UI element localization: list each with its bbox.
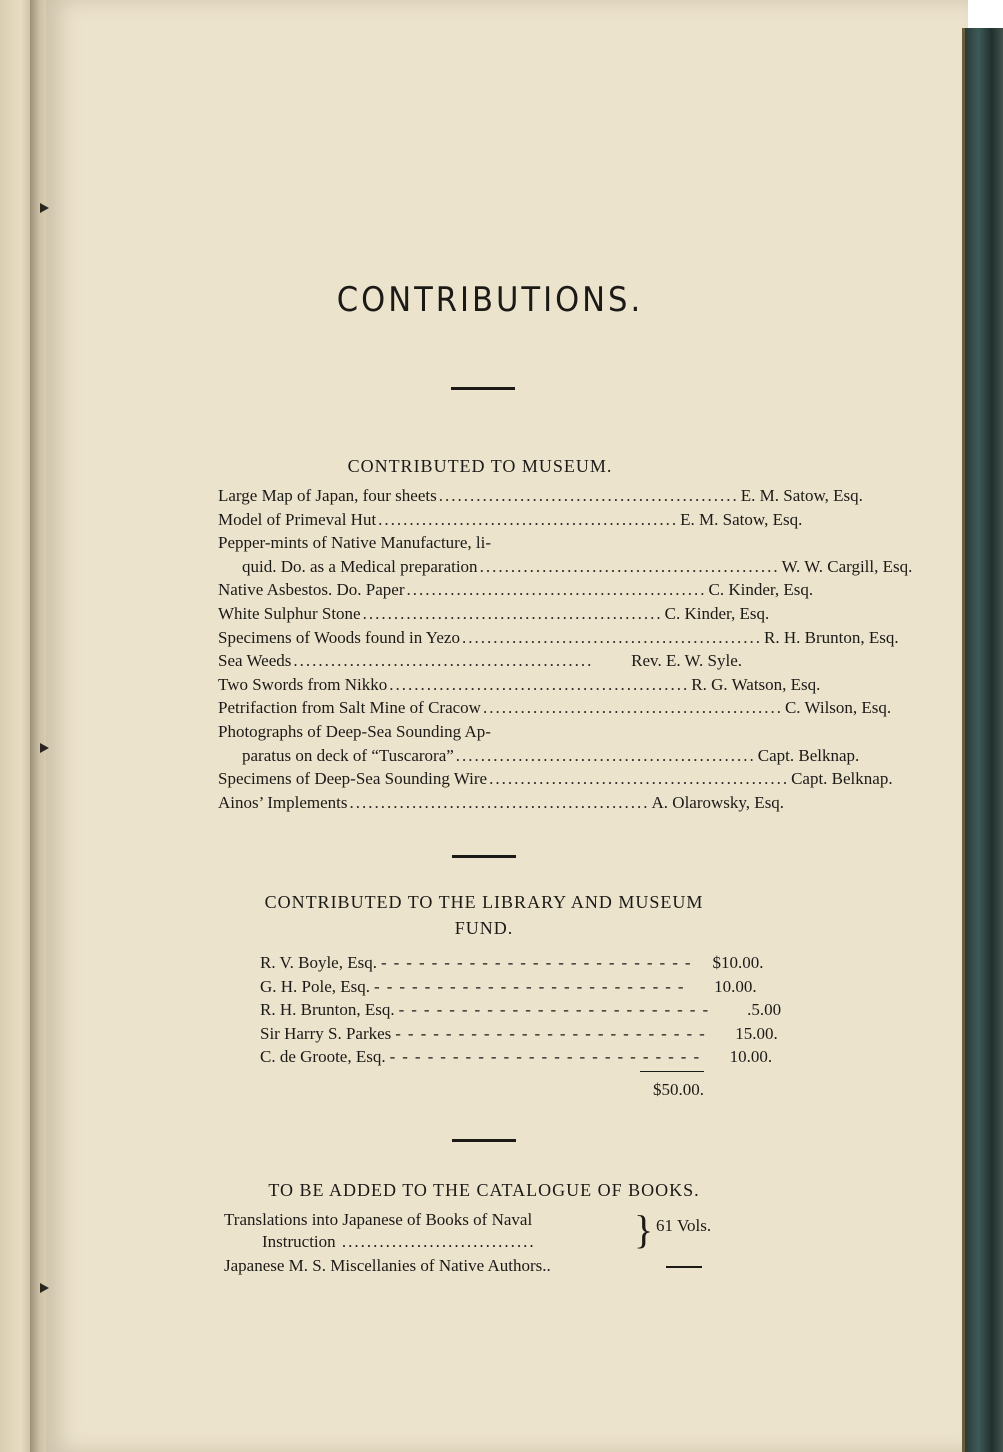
page-title: CONTRIBUTIONS. (336, 280, 644, 320)
previous-page-edge (0, 0, 34, 1452)
list-item: Model of Primeval Hut ................................................ E. M. Satow, Esq. (218, 508, 742, 532)
section-divider (452, 1139, 516, 1142)
table-row: G. H. Pole, Esq. ------------------------- 10.00. (260, 975, 704, 999)
dash-leader: ------------------------- (374, 976, 691, 996)
fund-heading: CONTRIBUTED TO THE LIBRARY AND MUSEUM (264, 892, 704, 912)
list-item: Petrifaction from Salt Mine of Cracow ................................................ C. Wilson, Esq. (218, 696, 742, 720)
books-heading: TO BE ADDED TO THE CATALOGUE OF BOOKS. (268, 1180, 700, 1200)
list-item: Large Map of Japan, four sheets ................................................ E. M. Satow, Esq. (218, 484, 742, 508)
fund-contributions-list (260, 951, 782, 1069)
section-divider (452, 855, 516, 858)
fund-heading-continued: FUND. (454, 918, 514, 938)
table-row: Sir Harry S. Parkes ------------------------- 15.00. (260, 1022, 704, 1046)
list-item: Translations into Japanese of Books of Naval Instruction ............................... } 61 Vols. (224, 1207, 712, 1252)
binding-stitch-mark (40, 743, 49, 753)
dot-leader: ................................................ (293, 651, 594, 671)
section-divider (451, 387, 515, 390)
dash-leader: ------------------------- (380, 953, 698, 972)
museum-contributions-list (218, 484, 913, 814)
binding-stitch-mark (40, 1283, 49, 1293)
dash-leader: ------------------------- (389, 1047, 707, 1066)
dash-mark (666, 1266, 702, 1268)
list-item: quid. Do. as a Medical preparation ................................................ W. W. Cargill, Esq. (218, 555, 742, 579)
dot-leader: ................................................ (461, 627, 762, 647)
list-item: White Sulphur Stone ................................................ C. Kinder, Esq. (218, 602, 742, 626)
marbled-cover-edge (962, 28, 1003, 1452)
table-row: R. V. Boyle, Esq. ------------------------- $10.00. (260, 951, 704, 975)
dot-leader: ................................................ (479, 556, 780, 576)
list-item: Photographs of Deep-Sea Sounding Ap- (218, 721, 491, 741)
list-item: Sea Weeds ................................................ Rev. E. W. Syle. (218, 649, 742, 673)
binding-stitch-mark (40, 203, 49, 213)
dot-leader: ................................................ (489, 769, 790, 789)
dot-leader: ................................................ (389, 674, 690, 694)
list-item: Pepper-mints of Native Manufacture, li- (218, 533, 491, 553)
list-item: Specimens of Woods found in Yezo ................................................ R. H. Brunton, Esq. (218, 626, 742, 650)
dot-leader: ................................................ (378, 509, 679, 529)
dot-leader: ................................................ (482, 698, 783, 718)
fund-total: $50.00. (653, 1080, 704, 1099)
list-item: Japanese M. S. Miscellanies of Native Authors.. (224, 1256, 744, 1280)
books-list (224, 1207, 744, 1280)
table-row: R. H. Brunton, Esq. ------------------------- .5.00 (260, 998, 704, 1022)
dot-leader: ................................................ (362, 603, 663, 623)
list-item: Native Asbestos. Do. Paper ................................................ C. Kinder, Esq. (218, 578, 742, 602)
brace-icon: } (634, 1207, 654, 1252)
museum-heading: CONTRIBUTED TO MUSEUM. (347, 456, 613, 476)
dot-leader: ................................................ (349, 792, 650, 812)
dot-leader: ................................................ (438, 486, 739, 505)
list-item: Ainos’ Implements ................................................ A. Olarowsky, Esq. (218, 791, 742, 815)
list-item: paratus on deck of “Tuscarora” ................................................ Capt. Belknap. (218, 744, 742, 768)
dash-leader: ------------------------- (398, 1000, 716, 1019)
total-rule (640, 1071, 704, 1072)
table-row: C. de Groote, Esq. ------------------------- 10.00. (260, 1045, 704, 1069)
dot-leader: ................................................ (455, 745, 756, 765)
dot-leader: ................................................ (406, 580, 707, 600)
dot-leader: ............................... (335, 1232, 536, 1251)
list-item: Two Swords from Nikko ................................................ R. G. Watson, Esq. (218, 673, 742, 697)
list-item: Specimens of Deep-Sea Sounding Wire ................................................ Capt. Belknap. (218, 767, 742, 791)
dash-leader: ------------------------- (395, 1023, 712, 1043)
